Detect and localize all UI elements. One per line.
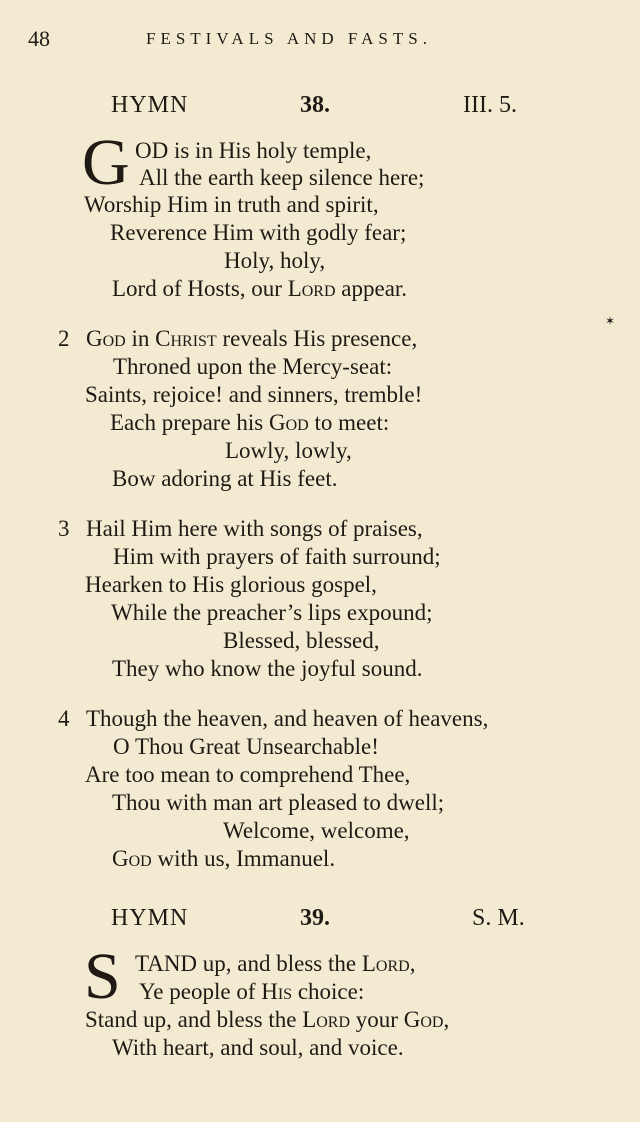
verse-text: with us, Immanuel. xyxy=(151,846,336,871)
drop-cap: S xyxy=(84,940,121,1013)
verse-line xyxy=(112,845,335,873)
verse-line: Reverence Him with godly fear; xyxy=(110,220,407,245)
verse-line: Are too mean to comprehend Thee, xyxy=(85,762,411,787)
verse-line: Hearken to His glorious gospel, xyxy=(85,572,377,597)
verse-line: All the earth keep silence here; xyxy=(139,165,425,190)
verse-line: Blessed, blessed, xyxy=(223,628,380,653)
verse-text: Each prepare his xyxy=(110,410,270,435)
verse-line: Though the heaven, and heaven of heavens, xyxy=(86,706,489,731)
verse-text: in xyxy=(125,326,156,351)
verse-line: Worship Him in truth and spirit, xyxy=(84,192,379,217)
small-caps-word: God xyxy=(112,846,152,871)
small-caps-word: Lord xyxy=(287,276,336,301)
verse-line xyxy=(85,1006,449,1034)
hymn-number: 39. xyxy=(300,905,330,931)
verse-line: OD is in His holy temple, xyxy=(135,138,372,163)
verse-text: to meet: xyxy=(308,410,390,435)
verse-text: , xyxy=(443,1007,450,1032)
verse-number: 2 xyxy=(58,326,70,351)
verse-line: With heart, and soul, and voice. xyxy=(112,1035,404,1060)
hymn-38-heading xyxy=(0,92,640,124)
verse-line xyxy=(86,325,417,353)
verse-line xyxy=(110,409,389,437)
hymn-meter: III. 5. xyxy=(463,92,517,118)
verse-line: Throned upon the Mercy-seat: xyxy=(113,354,393,379)
verse-line: Him with prayers of faith surround; xyxy=(113,544,441,569)
small-caps-word: Lord xyxy=(361,951,410,976)
hymn-meter: S. M. xyxy=(472,905,525,931)
verse-line xyxy=(135,950,415,978)
verse-text: Stand up, and bless the xyxy=(85,1007,303,1032)
verse-text: reveals His presence, xyxy=(216,326,418,351)
small-caps-word: His xyxy=(261,979,293,1004)
page-header xyxy=(0,26,640,56)
hymn-label: HYMN xyxy=(111,92,189,118)
verse-line: Saints, rejoice! and sinners, tremble! xyxy=(85,382,423,407)
printer-mark: ✶ xyxy=(605,314,616,328)
verse-text: appear. xyxy=(335,276,408,301)
verse-line: O Thou Great Unsearchable! xyxy=(113,734,379,759)
verse-line: They who know the joyful sound. xyxy=(112,656,423,681)
verse-text: your xyxy=(350,1007,404,1032)
small-caps-word: God xyxy=(403,1007,444,1032)
verse-text: choice: xyxy=(292,979,365,1004)
small-caps-word: God xyxy=(86,326,126,351)
small-caps-word: Lord xyxy=(302,1007,351,1032)
verse-number: 4 xyxy=(58,706,70,731)
verse-line xyxy=(139,978,364,1006)
hymn-39-heading xyxy=(0,905,640,937)
running-head: FESTIVALS AND FASTS. xyxy=(146,29,432,48)
verse-text: , xyxy=(409,951,416,976)
verse-line: Hail Him here with songs of praises, xyxy=(86,516,423,541)
small-caps-word: Christ xyxy=(155,326,217,351)
verse-text: Ye people of xyxy=(139,979,262,1004)
verse-line: Bow adoring at His feet. xyxy=(112,466,338,491)
hymn-label: HYMN xyxy=(111,905,189,931)
verse-line: Lowly, lowly, xyxy=(225,438,352,463)
verse-line: Holy, holy, xyxy=(224,248,326,273)
verse-number: 3 xyxy=(58,516,70,541)
verse-line: Welcome, welcome, xyxy=(223,818,410,843)
page-number: 48 xyxy=(28,26,50,51)
verse-line: While the preacher’s lips expound; xyxy=(111,600,433,625)
hymn-number: 38. xyxy=(300,92,330,118)
verse-line: Thou with man art pleased to dwell; xyxy=(112,790,445,815)
verse-line xyxy=(112,275,407,303)
drop-cap: G xyxy=(82,126,130,199)
small-caps-word: God xyxy=(269,410,309,435)
verse-text: TAND up, and bless the xyxy=(135,951,362,976)
verse-text: Lord of Hosts, our xyxy=(112,276,288,301)
